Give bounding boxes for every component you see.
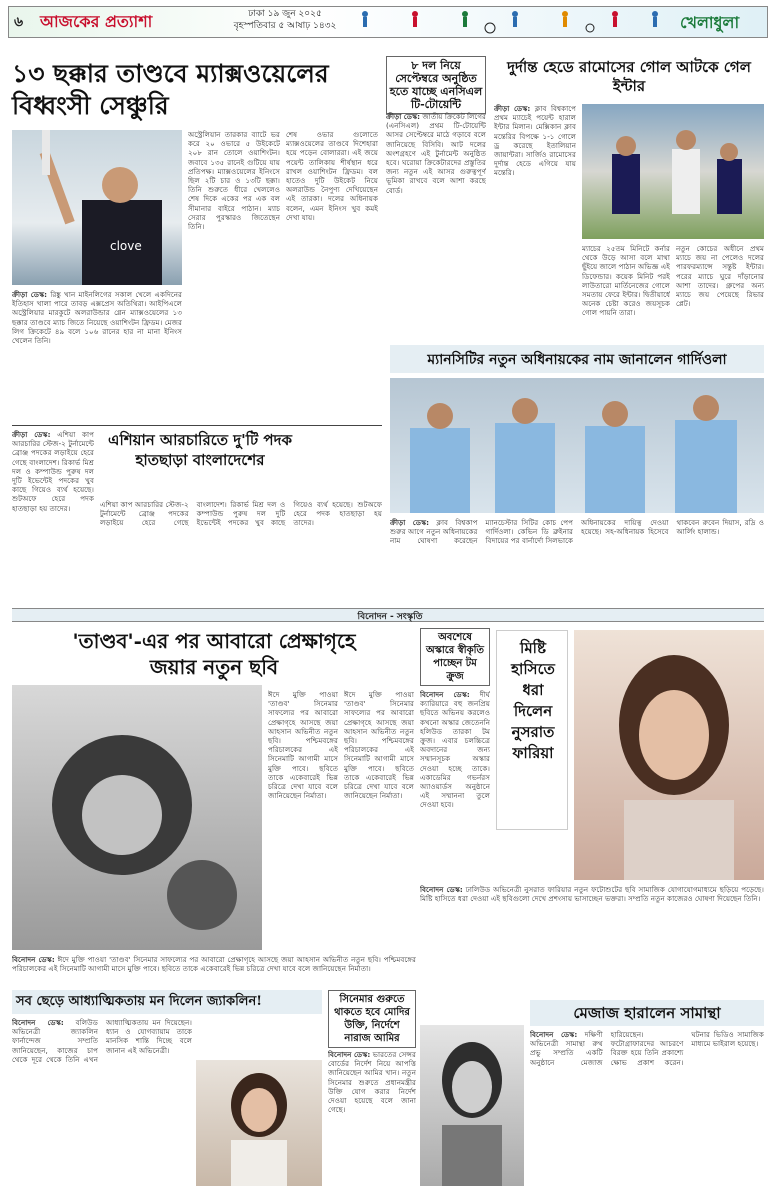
samantha-portrait-icon [420, 1025, 524, 1186]
inter-text-right: নতুন কোচের অধীনে প্রথম ম্যাচে জয় না পেলেও দলের পারফরম্যান্সে সন্তুষ্ট ইন্টার। পরের ম্যাচে ঘুরে দাঁড়ানোর আশা তাদের। গ্রুপের অন্য ম্যাচে জয় পেয়েছে রিভার প্লেট। [676, 244, 764, 309]
asia-body-rest: এশিয়া কাপ আরচারির স্টেজ-২ টুর্নামেন্টে ব্রোঞ্জ পদকের লড়াইয়ে হেরে গেছে বাংলাদেশ। রিকার্ভ মিশ্র দল ও কম্পাউন্ড পুরুষ দল দুটি ইভেন্টেই পদকের খুব কাছে গিয়েও ব্যর্থ হয়েছে। শুটঅফে হেরে পদক হাতছাড়া হয় তাদের। [100, 500, 382, 528]
nusrat-word-3: ধরা [522, 681, 544, 699]
samantha-body [530, 1030, 764, 1186]
city-headline: ম্যানসিটির নতুন অধিনায়কের নাম জানালেন গার্দিওলা [427, 352, 727, 368]
divider-line [12, 425, 382, 426]
cinema-text: ভারতের সেন্সর বোর্ডের নির্দেশ নিয়ে আপত্তি জানিয়েছেন আমির খান। নতুন সিনেমার শুরুতে প্রধানমন্ত্রীর উক্তি যোগ করার নির্দেশ দেওয়া হয়েছে বলে জানা গেছে। [328, 1050, 416, 1115]
film-headline-line-2: জয়ার নতুন ছবি [149, 655, 279, 679]
asia-byline: ক্রীড়া ডেস্ক: [12, 430, 51, 439]
jackline-photo [196, 1060, 322, 1186]
film-byline: বিনোদন ডেস্ক: [12, 955, 55, 964]
jackline-headline: সব ছেড়ে আধ্যাত্মিকতায় মন দিলেন জ্যাকলিন! [16, 994, 262, 1009]
film-photo [12, 685, 262, 950]
nusrat-text: ঢালিউড অভিনেত্রী নুসরাত ফারিয়ার নতুন ফটোশুটের ছবি সামাজিক যোগাযোগমাধ্যমে ছড়িয়ে পড়েছে। মিষ্টি হাসিতে ধরা দেওয়া এই ছবিগুলো দেখে প্রশংসায় ভাসাচ্ছেন ভক্তরা। সম্প্রতি নতুন কাজেরও ঘোষণা দিয়েছেন তিনি। [420, 885, 764, 904]
lead-text-col1-wrap [12, 290, 182, 420]
lead-text-col1: রিঙ্কু খান মাইনলিগের সকাল খেলে একদিনের ইতিহাস খালা পারে তাবড় এক্সপ্রেস অতিথিরা। আইপিএলে অস্ট্রেলিয়ার মারকুটে অলরাউন্ডার গ্লেন ম্যাক্সওয়েলের ১৩ ছক্কার তাণ্ডবে ম্যাচ জিতে নিয়েছে ওয়াশিংটন ফ্রিডম। মেজর লিগ ক্রিকেটে ৪৯ বলে ১০৬ রানের হার না মানা ইনিংস খেলেন তিনি। [12, 290, 182, 346]
samantha-photo [420, 1025, 524, 1186]
cinema-body [328, 1050, 416, 1186]
page-header [0, 0, 770, 42]
dateline [210, 8, 360, 32]
jackline-text: বলিউড অভিনেত্রী জ্যাকলিন ফার্নান্দেজ সম্প্রতি জানিয়েছেন, কাজের চাপ থেকে দূরে থেকে তিনি এখন আধ্যাত্মিকতায় মন দিয়েছেন। ধ্যান ও যোগব্যায়াম তাকে মানসিক শান্তি দিচ্ছে বলে জানান এই অভিনেত্রী। [12, 1018, 192, 1064]
lead-headline [12, 58, 382, 122]
inter-photo [582, 104, 764, 239]
ncl-text: জাতীয় ক্রিকেট লিগের (এনসিএল) প্রথম টি-টোয়েন্টি আসর সেপ্টেম্বরে মাঠে গড়াবে বলে জানিয়েছে বিসিবি। আট দলের অংশগ্রহণে এই টুর্নামেন্ট অনুষ্ঠিত হবে। ঘরোয়া ক্রিকেটারদের প্রস্তুতির জন্য নতুন এই আসর গুরুত্বপূর্ণ ভূমিকা রাখবে বলে আশা করছে বোর্ড। [386, 112, 486, 195]
film-body [12, 955, 416, 985]
nusrat-word-2: হাসিতে [511, 660, 555, 678]
film-headline-line-1: 'তাণ্ডব'-এর পর আবারো প্রেক্ষাগৃহে [72, 629, 356, 653]
ncl-byline: ক্রীড়া ডেস্ক: [386, 112, 421, 121]
nusrat-word-1: মিষ্টি [520, 639, 546, 657]
lead-text-col2: অস্ট্রেলিয়ান তারকার ব্যাটে ভর করে ২০ ওভারে ৫ উইকেটে ২০৮ রান তোলে ওয়াশিংটন। জবাবে ১৩৫ রানেই গুটিয়ে যায় প্রতিপক্ষ। ম্যাক্সওয়েলের ইনিংসে ছিল ২টি চার ও ১৩টি ছক্কা। তিনি শুরুতে ধীরে খেললেও শেষ দিকে একের পর এক বল সীমানার বাইরে পাঠান। ম্যাচ সেরার পুরস্কারও জিতেছেন তিনি। [188, 130, 280, 232]
lead-headline-line-1: ১৩ ছক্কার তাণ্ডবে ম্যাক্সওয়েলের [12, 59, 329, 88]
nusrat-word-4: দিলেন [513, 702, 553, 720]
cinema-headline: সিনেমার গুরুতে থাকতে হবে মোদির উক্তি, নির্দেশে নারাজ আমির [328, 990, 416, 1048]
nusrat-headline [500, 638, 566, 764]
football-players-icon [582, 104, 764, 239]
nusrat-word-6: ফারিয়া [512, 744, 554, 762]
asia-text: এশিয়া কাপ আরচারির স্টেজ-২ টুর্নামেন্টে ব্রোঞ্জ পদকের লড়াইয়ে হেরে গেছে বাংলাদেশ। রিকার্ভ মিশ্র দল ও কম্পাউন্ড পুরুষ দল দুটি ইভেন্টেই পদকের খুব কাছে গিয়েও ব্যর্থ হয়েছে। শুটঅফে হেরে পদক হাতছাড়া হয় তাদের। [12, 430, 94, 513]
ncl-headline: ৮ দল নিয়ে সেপ্টেম্বরে অনুষ্ঠিত হতে যাচ্ছে এনসিএল টি-টোয়েন্টি [386, 56, 486, 114]
inter-byline: ক্রীড়া ডেস্ক: [494, 104, 531, 113]
lead-text-col3: শেষ ওভার গুলোতে ম্যাক্সওয়েলের তাণ্ডবে দিশেহারা হয়ে পড়েন বোলাররা। এই জয়ে পয়েন্ট তালিকায় শীর্ষস্থান ধরে রাখল ওয়াশিংটন ফ্রিডম। বল হাতেও দুটি উইকেট নিয়ে অলরাউন্ড নৈপুণ্য দেখিয়েছেন এই তারকা। দলের অধিনায়ক বলেন, এমন ইনিংস খুব কমই দেখা যায়। [286, 130, 378, 222]
samantha-headline: মেজাজ হারালেন সামান্থা [573, 1004, 721, 1022]
jackline-byline: বিনোদন ডেস্ক: [12, 1018, 64, 1027]
samantha-text: দক্ষিণী অভিনেত্রী সামান্থা রুথ প্রভু সম্প্রতি একটি অনুষ্ঠানে মেজাজ হারিয়েছেন। ফটোগ্রাফারদের আচরণে বিরক্ত হয়ে তিনি প্রকাশ্যে ক্ষোভ প্রকাশ করেন। ঘটনার ভিডিও সামাজিক মাধ্যমে ভাইরাল হয়েছে। [530, 1030, 764, 1067]
nusrat-word-5: নুসরাত [511, 723, 555, 741]
film-text-col3: ঈদে মুক্তি পাওয়া 'তাণ্ডব' সিনেমার সাফল্যের পর আবারো প্রেক্ষাগৃহে আসছে জয়া আহসান অভিনীত নতুন ছবি। পশ্চিমবঙ্গের পরিচালকের এই সিনেমাটি আগামী মাসে মুক্তি পাবে। ছবিতে তাকে একেবারেই ভিন্ন চরিত্রে দেখা যাবে বলে জানিয়েছেন নির্মাতা। [344, 690, 414, 801]
actress-photo-icon [12, 685, 262, 950]
jackline-portrait-icon [196, 1060, 322, 1186]
lead-photo [12, 130, 182, 285]
inter-headline: দুর্দান্ত হেডে রামোসের গোল আটকে গেল ইন্টার [507, 58, 751, 95]
tom-headline: অবশেষে অস্কারে স্বীকৃতি পাচ্ছেন টম ক্রুজ [420, 628, 490, 686]
newspaper-name: আজকের প্রত্যাশা [40, 12, 153, 31]
jackline-body [12, 1018, 192, 1186]
date-line-1: ঢাকা ১৯ জুন ২০২৫ [248, 9, 322, 19]
nusrat-portrait-icon [574, 630, 764, 880]
sports-silhouettes-icon [345, 8, 675, 36]
nusrat-body [420, 885, 764, 917]
section-label: খেলাধুলা [680, 13, 740, 32]
inter-text-left: ক্লাব বিশ্বকাপে প্রথম ম্যাচেই পয়েন্ট হারাল ইন্টার মিলান। মেক্সিকান ক্লাব মন্তেরির বিপক্ষে ১-১ গোলে ড্র করেছে ইতালিয়ান জায়ান্টরা। সার্জিও রামোসের দুর্দান্ত হেডে এগিয়ে যায় মন্তেরি। [494, 104, 576, 178]
film-text-col2: ঈদে মুক্তি পাওয়া 'তাণ্ডব' সিনেমার সাফল্যের পর আবারো প্রেক্ষাগৃহে আসছে জয়া আহসান অভিনীত নতুন ছবি। পশ্চিমবঙ্গের পরিচালকের এই সিনেমাটি আগামী মাসে মুক্তি পাবে। ছবিতে তাকে একেবারেই ভিন্ন চরিত্রে দেখা যাবে বলে জানিয়েছেন নির্মাতা। [268, 690, 338, 801]
lead-headline-line-2: বিধ্বংসী সেঞ্চুরি [12, 91, 169, 120]
city-players-icon [390, 378, 764, 513]
asia-body-left [12, 430, 94, 605]
tom-byline: বিনোদন ডেস্ক: [420, 690, 470, 699]
film-headline [12, 628, 416, 680]
ncl-body [386, 112, 486, 422]
city-body [390, 518, 764, 606]
nusrat-photo [574, 630, 764, 880]
city-text: ক্লাব বিশ্বকাপ শুরুর আগে নতুন অধিনায়কের নাম ঘোষণা করেছেন ম্যানচেস্টার সিটির কোচ পেপ গার্দিওলা। কেভিন ডি ব্রুইনার বিদায়ের পর বার্নার্দো সিলভাকে অধিনায়কের দায়িত্ব দেওয়া হয়েছে। সহ-অধিনায়ক হিসেবে থাকবেন রুবেন দিয়াস, রদ্রি ও আর্লিং হালান্ড। [390, 518, 764, 546]
cinema-byline: বিনোদন ডেস্ক: [328, 1050, 371, 1059]
inter-body-left [494, 104, 576, 339]
city-photo [390, 378, 764, 513]
date-line-2: বৃহস্পতিবার ৫ আষাঢ় ১৪৩২ [233, 21, 337, 31]
tom-text: দীর্ঘ ক্যারিয়ারে বহু জনপ্রিয় ছবিতে অভিনয় করলেও কখনো অস্কার জেতেননি হলিউড তারকা টম ক্রুজ। এবার চলচ্চিত্রে অবদানের জন্য সম্মানসূচক অস্কার দেওয়া হচ্ছে তাকে। একাডেমির গভর্নরস অ্যাওয়ার্ডস অনুষ্ঠানে এই সম্মাননা তুলে দেওয়া হবে। [420, 690, 490, 810]
film-text: ঈদে মুক্তি পাওয়া 'তাণ্ডব' সিনেমার সাফল্যের পর আবারো প্রেক্ষাগৃহে আসছে জয়া আহসান অভিনীত নতুন ছবি। পশ্চিমবঙ্গের পরিচালকের এই সিনেমাটি আগামী মাসে মুক্তি পাবে। ছবিতে তাকে একেবারেই ভিন্ন চরিত্রে দেখা যাবে বলে জানিয়েছেন নির্মাতা। [12, 955, 416, 974]
entertainment-label: বিনোদন - সংস্কৃতি [357, 612, 423, 622]
asia-headline: এশিয়ান আরচারিতে দু'টি পদক হাতছাড়া বাংলাদেশের [108, 431, 292, 469]
city-byline: ক্রীড়া ডেস্ক: [390, 518, 430, 527]
tom-body [420, 690, 490, 990]
svg-text:clove: clove [110, 239, 142, 253]
inter-text-mid: ম্যাচের ২৫তম মিনিটে কর্নার থেকে উড়ে আসা বলে মাথা ছুঁইয়ে জালে পাঠান অভিজ্ঞ এই ডিফেন্ডার। কয়েক মিনিট পরই লাউতারো মার্তিনেজের গোলে সমতায় ফেরে ইন্টার। দ্বিতীয়ার্ধে অনেক চেষ্টা করেও জয়সূচক গোল পায়নি তারা। [582, 244, 670, 318]
cricketer-photo-icon [12, 130, 182, 285]
page-number: ৬ [14, 14, 24, 30]
samantha-byline: বিনোদন ডেস্ক: [530, 1030, 578, 1039]
lead-byline: ক্রীড়া ডেস্ক: [12, 290, 48, 299]
nusrat-byline: বিনোদন ডেস্ক: [420, 885, 463, 894]
